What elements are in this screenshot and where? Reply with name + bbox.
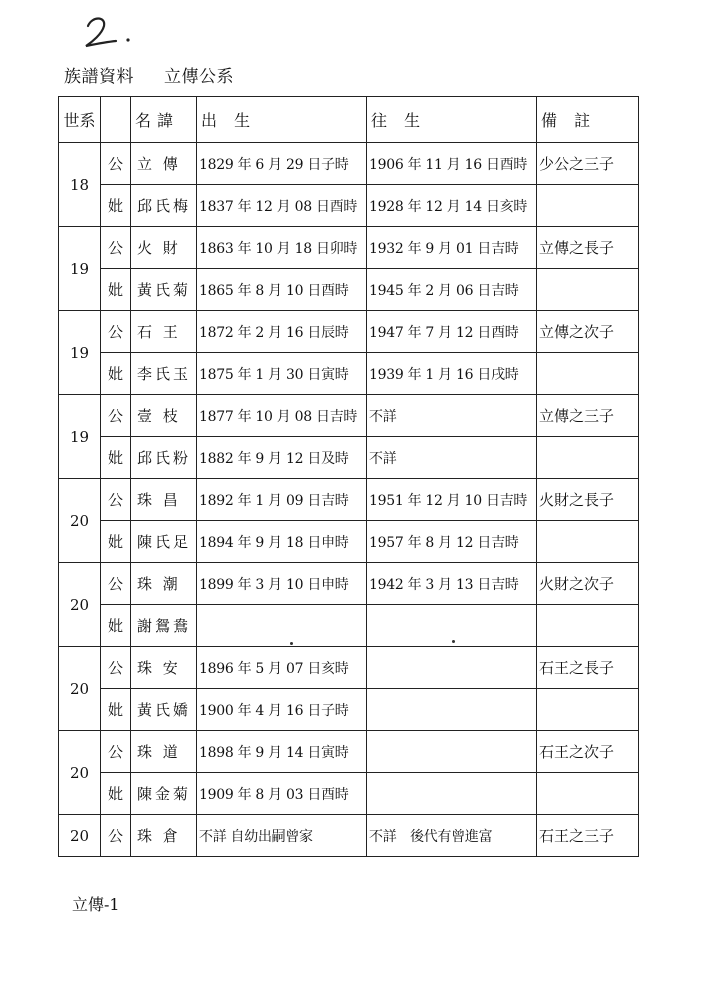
death-cell: 1939 年 1 月 16 日戌時 xyxy=(367,353,537,395)
table-row xyxy=(59,647,639,689)
birth-cell: 1900 年 4 月 16 日子時 xyxy=(197,689,367,731)
header-birth: 出 生 xyxy=(197,97,367,143)
death-cell: 1957 年 8 月 12 日吉時 xyxy=(367,521,537,563)
generation-cell: 20 xyxy=(59,731,101,815)
role-cell: 妣 xyxy=(101,269,131,311)
death-cell xyxy=(367,689,537,731)
name-cell: 黃氏菊 xyxy=(131,269,197,311)
birth-cell: 1892 年 1 月 09 日吉時 xyxy=(197,479,367,521)
table-row xyxy=(59,269,639,311)
birth-cell: 1829 年 6 月 29 日子時 xyxy=(197,143,367,185)
generation-cell: 18 xyxy=(59,143,101,227)
table-row xyxy=(59,689,639,731)
table-row xyxy=(59,395,639,437)
handwritten-mark xyxy=(82,14,142,50)
header-death: 往 生 xyxy=(367,97,537,143)
header-sex xyxy=(101,97,131,143)
generation-cell: 20 xyxy=(59,815,101,857)
table-row xyxy=(59,185,639,227)
page-title: 族譜資料 xyxy=(64,67,134,87)
table-row xyxy=(59,479,639,521)
note-cell: 少公之三子 xyxy=(537,143,639,185)
generation-cell: 20 xyxy=(59,479,101,563)
name-cell: 石 王 xyxy=(131,311,197,353)
name-cell: 李氏玉 xyxy=(131,353,197,395)
note-cell xyxy=(537,353,639,395)
note-cell: 立傳之長子 xyxy=(537,227,639,269)
name-cell: 黃氏嬌 xyxy=(131,689,197,731)
role-cell: 公 xyxy=(101,227,131,269)
note-cell: 火財之長子 xyxy=(537,479,639,521)
scan-speck xyxy=(452,640,455,643)
header-name: 名諱 xyxy=(131,97,197,143)
note-cell: 石王之三子 xyxy=(537,815,639,857)
page-header xyxy=(64,62,234,87)
role-cell: 公 xyxy=(101,311,131,353)
note-cell xyxy=(537,689,639,731)
header-generation: 世系 xyxy=(59,97,101,143)
note-cell: 立傳之三子 xyxy=(537,395,639,437)
role-cell: 妣 xyxy=(101,773,131,815)
birth-cell: 1837 年 12 月 08 日酉時 xyxy=(197,185,367,227)
name-cell: 陳金菊 xyxy=(131,773,197,815)
birth-cell: 1872 年 2 月 16 日辰時 xyxy=(197,311,367,353)
name-cell: 珠 道 xyxy=(131,731,197,773)
table-header-row xyxy=(59,97,639,143)
death-cell xyxy=(367,731,537,773)
name-cell: 謝鴛鴦 xyxy=(131,605,197,647)
name-cell: 珠 潮 xyxy=(131,563,197,605)
generation-cell: 19 xyxy=(59,395,101,479)
death-cell: 1947 年 7 月 12 日酉時 xyxy=(367,311,537,353)
table-row xyxy=(59,143,639,185)
death-cell: 1942 年 3 月 13 日吉時 xyxy=(367,563,537,605)
birth-cell: 1898 年 9 月 14 日寅時 xyxy=(197,731,367,773)
birth-cell: 1896 年 5 月 07 日亥時 xyxy=(197,647,367,689)
note-cell xyxy=(537,521,639,563)
death-cell: 1945 年 2 月 06 日吉時 xyxy=(367,269,537,311)
death-cell xyxy=(367,773,537,815)
death-cell: 不詳 後代有曾進富 xyxy=(367,815,537,857)
name-cell: 珠 安 xyxy=(131,647,197,689)
role-cell: 公 xyxy=(101,395,131,437)
role-cell: 妣 xyxy=(101,353,131,395)
table-row xyxy=(59,731,639,773)
generation-cell: 19 xyxy=(59,311,101,395)
note-cell: 火財之次子 xyxy=(537,563,639,605)
table-row xyxy=(59,563,639,605)
birth-cell: 1863 年 10 月 18 日卯時 xyxy=(197,227,367,269)
note-cell: 石王之次子 xyxy=(537,731,639,773)
scan-speck xyxy=(290,642,293,645)
death-cell: 1906 年 11 月 16 日酉時 xyxy=(367,143,537,185)
name-cell: 邱氏粉 xyxy=(131,437,197,479)
generation-cell: 20 xyxy=(59,563,101,647)
name-cell: 陳氏足 xyxy=(131,521,197,563)
table-row xyxy=(59,353,639,395)
genealogy-table xyxy=(58,96,639,857)
page-subtitle: 立傳公系 xyxy=(164,67,234,87)
role-cell: 公 xyxy=(101,563,131,605)
name-cell: 邱氏梅 xyxy=(131,185,197,227)
note-cell: 石王之長子 xyxy=(537,647,639,689)
name-cell: 珠 昌 xyxy=(131,479,197,521)
role-cell: 妣 xyxy=(101,689,131,731)
birth-cell: 1894 年 9 月 18 日申時 xyxy=(197,521,367,563)
death-cell: 不詳 xyxy=(367,437,537,479)
table-row xyxy=(59,605,639,647)
birth-cell: 1865 年 8 月 10 日酉時 xyxy=(197,269,367,311)
birth-cell: 1875 年 1 月 30 日寅時 xyxy=(197,353,367,395)
death-cell: 1928 年 12 月 14 日亥時 xyxy=(367,185,537,227)
birth-cell: 1909 年 8 月 03 日酉時 xyxy=(197,773,367,815)
note-cell xyxy=(537,269,639,311)
generation-cell: 20 xyxy=(59,647,101,731)
role-cell: 公 xyxy=(101,479,131,521)
birth-cell: 1877 年 10 月 08 日吉時 xyxy=(197,395,367,437)
death-cell: 1932 年 9 月 01 日吉時 xyxy=(367,227,537,269)
table-row xyxy=(59,311,639,353)
table-row xyxy=(59,521,639,563)
note-cell xyxy=(537,605,639,647)
table-row xyxy=(59,437,639,479)
name-cell: 火 財 xyxy=(131,227,197,269)
note-cell xyxy=(537,773,639,815)
generation-cell: 19 xyxy=(59,227,101,311)
role-cell: 公 xyxy=(101,731,131,773)
table-row xyxy=(59,773,639,815)
role-cell: 妣 xyxy=(101,605,131,647)
death-cell: 1951 年 12 月 10 日吉時 xyxy=(367,479,537,521)
role-cell: 妣 xyxy=(101,521,131,563)
birth-cell: 1899 年 3 月 10 日申時 xyxy=(197,563,367,605)
table-row xyxy=(59,227,639,269)
header-note: 備 註 xyxy=(537,97,639,143)
genealogy-table-body xyxy=(59,143,639,857)
birth-cell: 不詳 自幼出嗣曾家 xyxy=(197,815,367,857)
role-cell: 公 xyxy=(101,815,131,857)
role-cell: 妣 xyxy=(101,437,131,479)
death-cell: 不詳 xyxy=(367,395,537,437)
birth-cell xyxy=(197,605,367,647)
table-row xyxy=(59,815,639,857)
role-cell: 妣 xyxy=(101,185,131,227)
birth-cell: 1882 年 9 月 12 日及時 xyxy=(197,437,367,479)
note-cell xyxy=(537,437,639,479)
role-cell: 公 xyxy=(101,647,131,689)
name-cell: 立 傳 xyxy=(131,143,197,185)
name-cell: 壹 枝 xyxy=(131,395,197,437)
role-cell: 公 xyxy=(101,143,131,185)
note-cell: 立傳之次子 xyxy=(537,311,639,353)
note-cell xyxy=(537,185,639,227)
page-footer: 立傳-1 xyxy=(72,895,120,914)
name-cell: 珠 倉 xyxy=(131,815,197,857)
death-cell xyxy=(367,647,537,689)
